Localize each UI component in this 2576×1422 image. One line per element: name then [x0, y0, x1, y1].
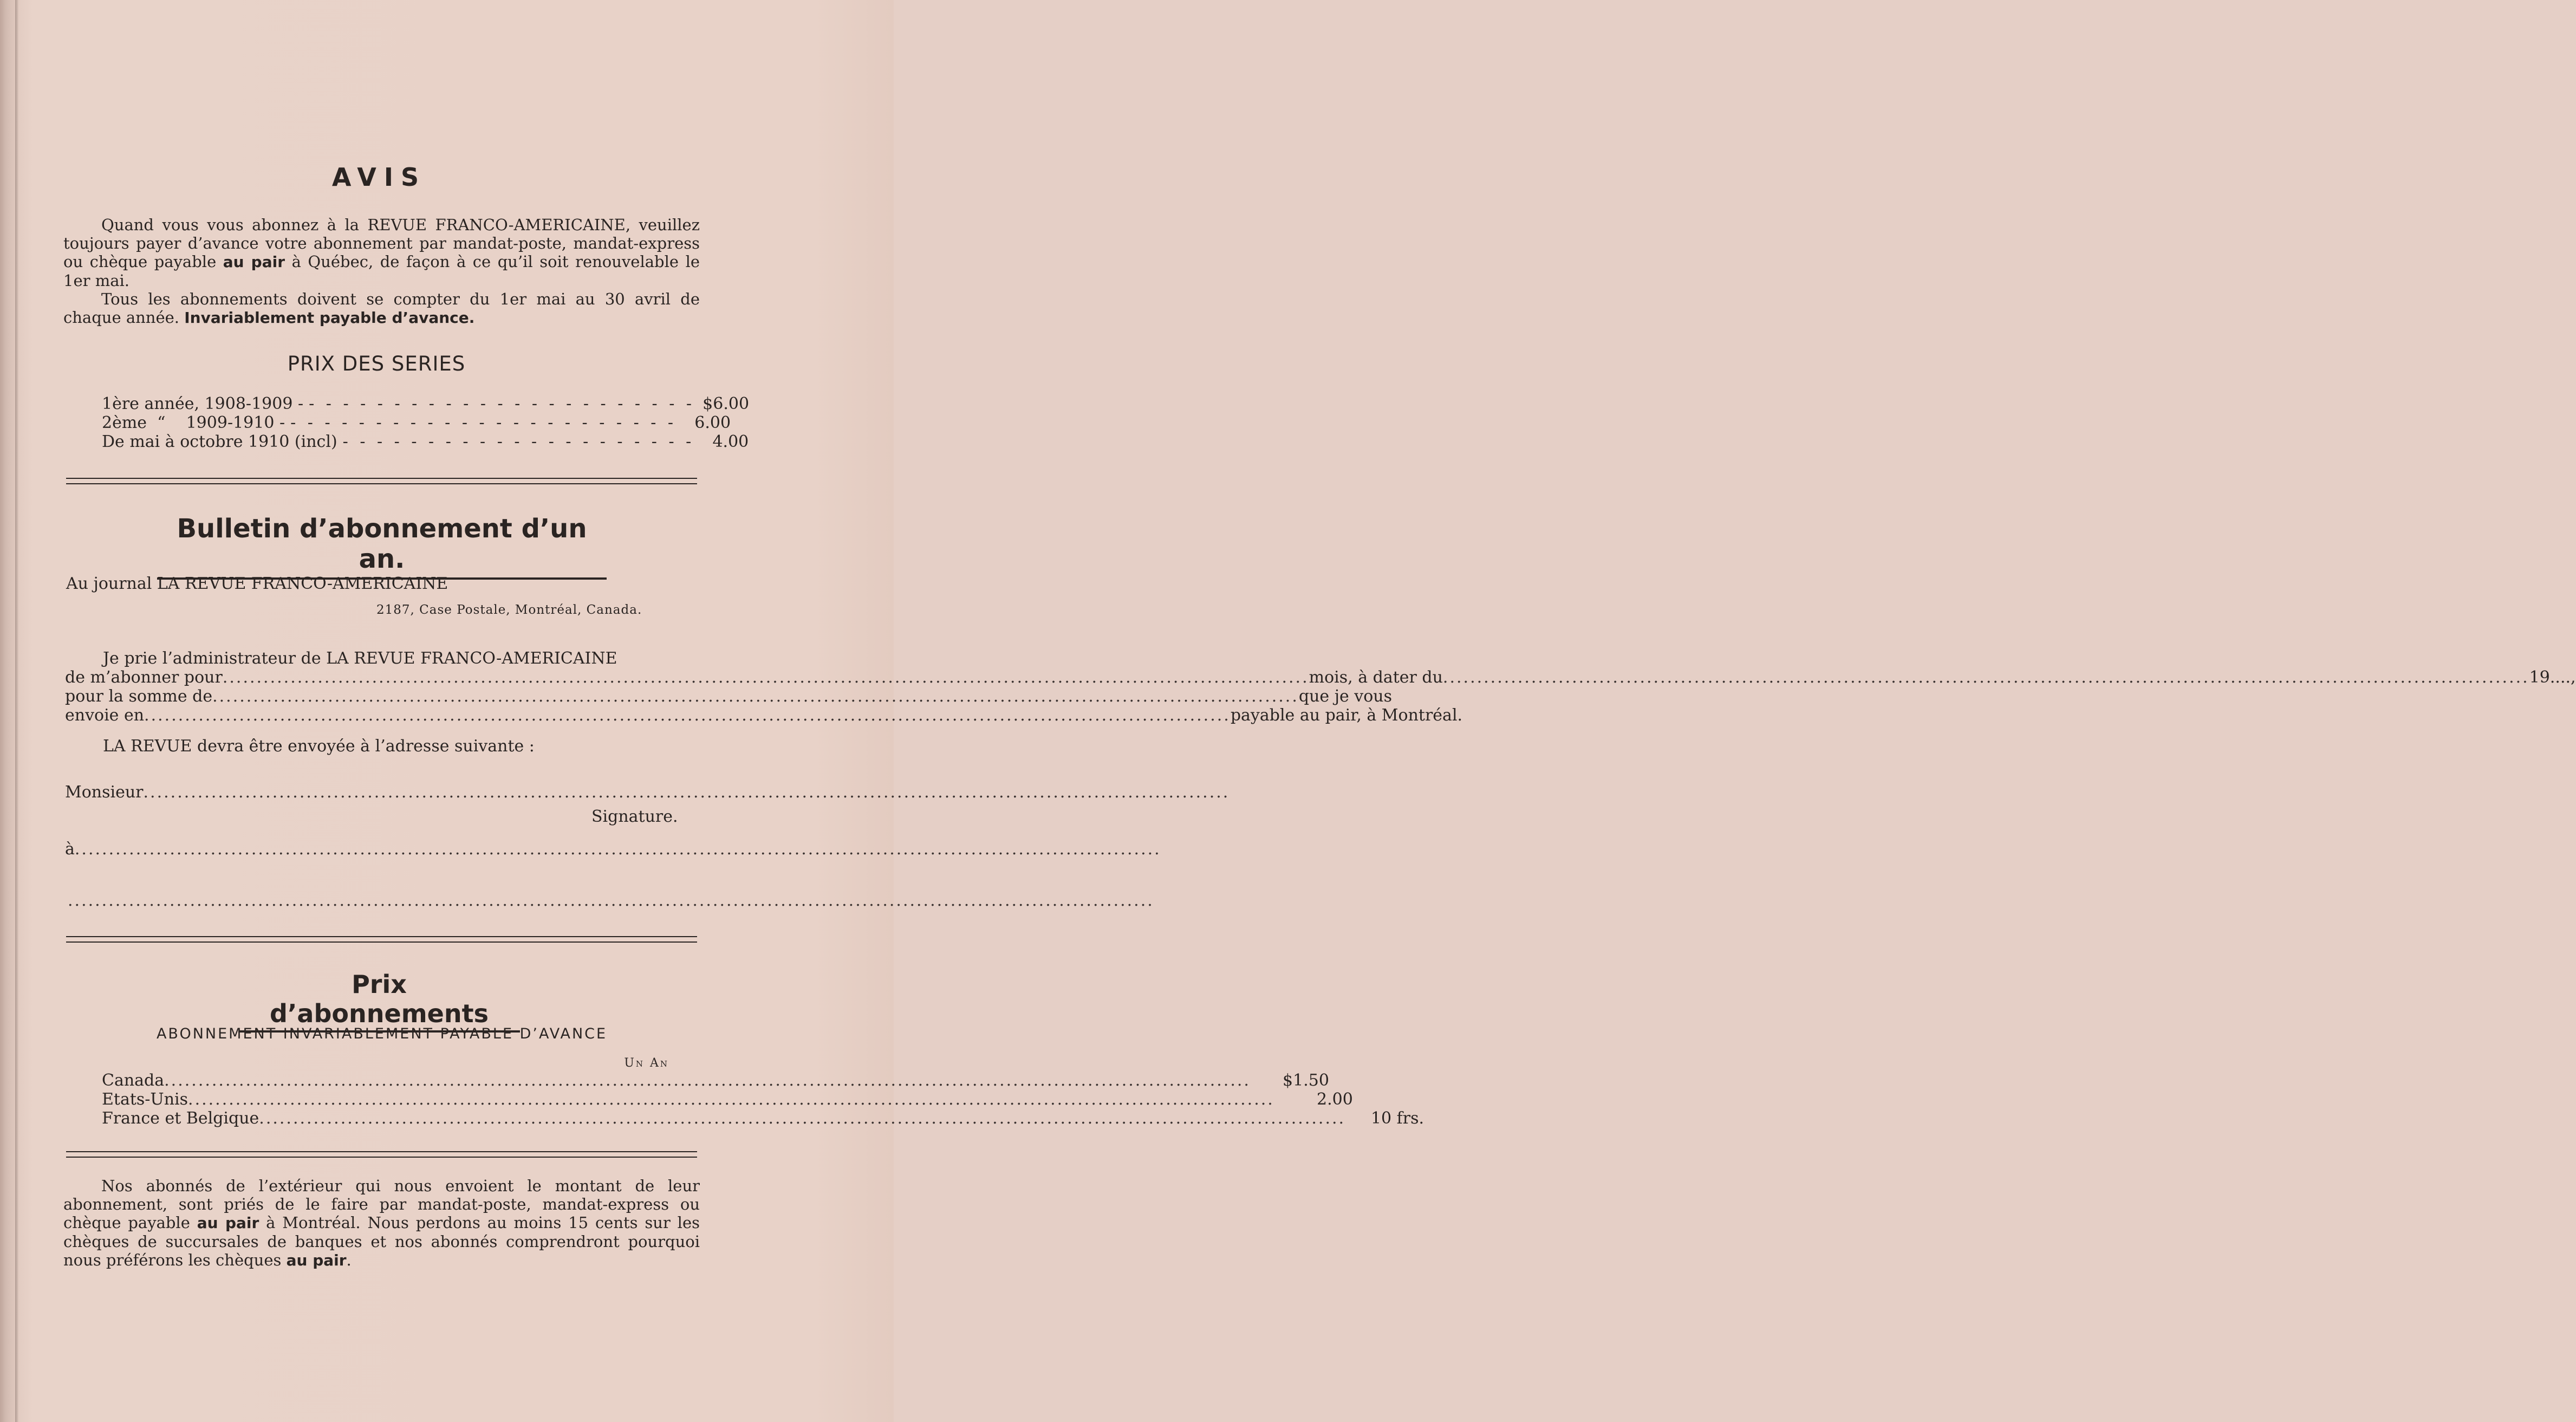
form-text: 19...., — [2529, 668, 2576, 687]
abonnement-row — [102, 1090, 1353, 1109]
monsieur-row — [65, 783, 1230, 802]
form-blank-name: ................................................................................................................................................................ — [143, 783, 1230, 802]
bulletin-addressee: Au journal LA REVUE FRANCO-AMERICAINE — [66, 574, 448, 593]
abonnement-amount: 2.00 — [1317, 1090, 1353, 1109]
price-leader: - - - - - - - - - - - - - - - - - - - - - - - — [309, 394, 695, 413]
bulletin-line-2 — [65, 668, 2576, 687]
form-blank-method: ................................................................................................................................................................ — [144, 706, 1231, 725]
prix-abonnements-title: Prix d’abonnements — [238, 970, 520, 1033]
price-label: 1ère année, 1908-1909 - — [102, 394, 304, 413]
abonnement-leader: ................................................................................................................................................................ — [188, 1090, 1274, 1109]
avis-text: à Québec, de façon à ce qu’il soit renouvelable le 1er mai. — [63, 252, 700, 290]
form-blank-date: ................................................................................................................................................................ — [1442, 668, 2529, 687]
form-text: Monsieur — [65, 783, 144, 802]
bulletin-line-1: Je prie l’administrateur de LA REVUE FRANCO-AMERICAINE — [103, 649, 617, 668]
bulletin-line-4 — [65, 706, 1463, 725]
price-amount: 6.00 — [694, 413, 731, 432]
form-blank-months: ................................................................................................................................................................ — [222, 668, 1309, 687]
avis-text: Tous les abonnements doivent se compter du 1er mai au 30 avril de chaque année. — [63, 290, 700, 327]
price-amount: 4.00 — [712, 432, 749, 451]
footer-bold: au pair — [197, 1214, 259, 1232]
form-text: que je vous — [1298, 687, 1393, 706]
form-blank-address: ................................................................................................................................................................ — [74, 840, 1161, 859]
form-text: envoie en — [65, 706, 145, 725]
abonnement-label: France et Belgique — [102, 1109, 259, 1128]
avis-bold: Invariablement payable d’avance. — [184, 309, 475, 327]
abonnement-label: Etats-Unis — [102, 1090, 188, 1109]
footer-text: Nos abonnés de l’extérieur qui nous envoient le montant de leur abonnement, sont priés de le faire par mandat-poste, mandat-express ou chèque payable — [63, 1177, 700, 1232]
footer-text: à Montréal. Nous perdons au moins 15 cents sur les chèques de succursales de banques et nos abonnés comprendront pourquoi nous préférons les chèques — [63, 1213, 700, 1269]
form-text: mois, à dater du — [1309, 668, 1443, 687]
form-text: pour la somme de — [65, 687, 213, 706]
abonnement-label: Canada — [102, 1071, 165, 1090]
signature-label: Signature. — [591, 807, 678, 826]
abonnement-amount: 10 frs. — [1370, 1109, 1424, 1128]
price-label: 2ème “ 1909-1910 - — [102, 413, 285, 432]
address-row-2 — [68, 891, 1154, 911]
form-blank-address-2: ................................................................................................................................................................ — [68, 891, 1154, 910]
abonnement-row — [102, 1071, 1329, 1090]
bulletin-line-3 — [65, 687, 1393, 706]
section-divider — [66, 478, 697, 484]
abonnement-row — [102, 1109, 1424, 1128]
avis-text: Quand vous vous abonnez à la REVUE FRANCO-AMERICAINE, veuillez toujours payer d’avance votre abonnement par mandat-poste, mandat-express ou chèque payable — [63, 216, 700, 271]
price-leader: - - - - - - - - - - - - - - - - - - - - - — [342, 432, 695, 451]
footer-note — [63, 1177, 700, 1270]
form-text: à — [65, 840, 75, 859]
abonnement-amount: $1.50 — [1283, 1071, 1329, 1090]
form-text: payable au pair, à Montréal. — [1230, 706, 1463, 725]
price-row — [102, 394, 750, 414]
price-label: De mai à octobre 1910 (incl) — [102, 432, 337, 451]
section-divider — [66, 936, 697, 943]
form-blank-amount: ................................................................................................................................................................ — [212, 687, 1299, 706]
abonnement-leader: ................................................................................................................................................................ — [164, 1071, 1251, 1090]
section-divider — [66, 1151, 697, 1158]
footer-bold: au pair — [286, 1251, 347, 1269]
bulletin-title: Bulletin d’abonnement d’un an. — [157, 514, 607, 580]
bulletin-line-5: LA REVUE devra être envoyée à l’adresse suivante : — [103, 737, 535, 756]
prix-abonnements-subtitle: ABONNEMENT INVARIABLEMENT PAYABLE D’AVANCE — [156, 1025, 608, 1042]
price-leader: - - - - - - - - - - - - - - - - - - - - - - - — [290, 413, 677, 432]
form-text: de m’abonner pour — [65, 668, 223, 687]
prix-series-title: PRIX DES SERIES — [287, 352, 466, 375]
bulletin-address: 2187, Case Postale, Montréal, Canada. — [376, 603, 642, 617]
column-header: Un An — [624, 1056, 669, 1070]
price-amount: $6.00 — [702, 394, 750, 413]
footer-text: . — [346, 1251, 352, 1269]
price-row — [102, 432, 749, 452]
avis-title: AVIS — [331, 163, 427, 192]
avis-paragraph-1 — [63, 216, 700, 327]
abonnement-leader: ................................................................................................................................................................ — [259, 1109, 1346, 1128]
avis-bold: au pair — [223, 253, 285, 271]
price-row — [102, 413, 731, 433]
address-row — [65, 840, 1161, 859]
